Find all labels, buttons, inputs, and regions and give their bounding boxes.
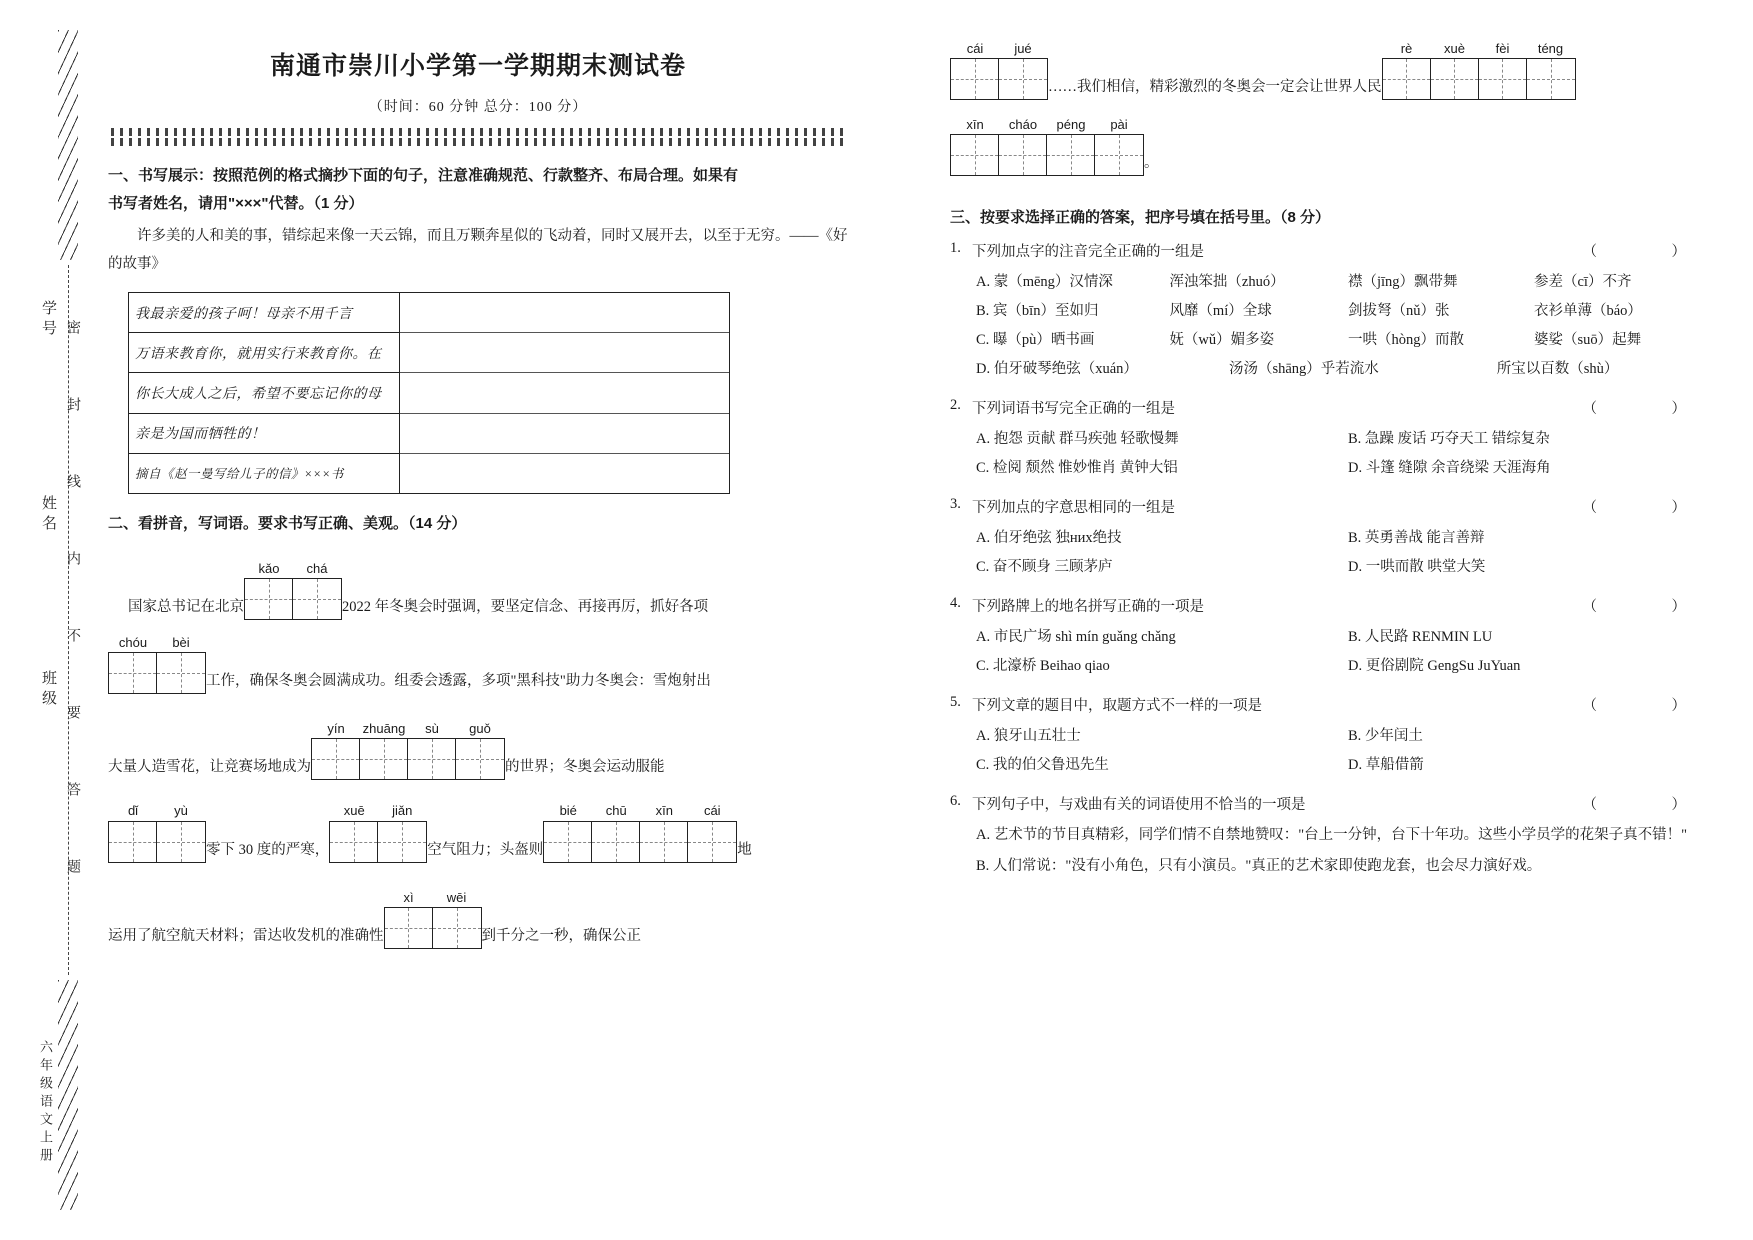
tianzige-cell[interactable] (385, 908, 433, 948)
pinyin-box-re-xue-fei-teng[interactable] (1382, 40, 1576, 100)
question-5-options (950, 722, 1720, 780)
pinyin-syllable: chū (605, 803, 627, 819)
pinyin-box-cai-jue[interactable] (950, 40, 1048, 100)
pinyin-syllable: pài (1110, 117, 1128, 133)
tianzige-cell[interactable] (330, 822, 378, 862)
tianzige-cell[interactable] (1431, 59, 1479, 99)
tianzige-cell[interactable] (951, 135, 999, 175)
s2-item-5-after: 到千分之一秒，确保公正 (481, 927, 641, 944)
tianzige-cell[interactable] (592, 822, 640, 862)
tianzige-cell[interactable] (245, 579, 293, 619)
pinyin-syllable: xīn (966, 117, 984, 133)
option-item[interactable]: D. 伯牙破琴绝弦（xuán） (976, 361, 1138, 378)
option-item[interactable]: D. 一哄而散 哄堂大笑 (1348, 559, 1486, 576)
answer-writing-pane[interactable] (400, 293, 729, 493)
pinyin-box-di-yu[interactable] (108, 802, 206, 862)
s2-item-2 (108, 634, 848, 694)
pinyin-syllable: dǐ (127, 803, 139, 819)
tianzige-cell[interactable] (999, 59, 1047, 99)
question-3-answer-blank[interactable]: （ ） (1582, 500, 1716, 517)
section2-title: 二、看拼音，写词语。要求书写正确、美观。（14 分） (108, 515, 467, 533)
tianzige-cell[interactable] (1527, 59, 1575, 99)
tianzige-cell[interactable] (999, 135, 1047, 175)
s2-item-5 (108, 889, 848, 949)
section1-title: 一、书写展示：按照范例的格式摘抄下面的句子，注意准确规范、行款整齐、布局合理。如果有 (108, 167, 739, 184)
question-1-options (950, 268, 1720, 384)
tianzige-cell[interactable] (544, 822, 592, 862)
hatch-bottom (58, 980, 78, 1210)
pinyin-syllable: yù (174, 803, 188, 819)
s2-item-7-after: 。 (1144, 155, 1159, 172)
divider-wave-2 (108, 138, 848, 146)
sample-line: 万语来教育你，就用实行来教育你。在 (129, 333, 399, 373)
pinyin-syllable: kǎo (258, 560, 280, 576)
question-6-option-b[interactable]: B. 人们常说："没有小角色，只有小演员。"真正的艺术家即使跑龙套，也会尽力演好戏。 (976, 858, 1542, 875)
sample-line: 我最亲爱的孩子呵！母亲不用千言 (129, 293, 399, 333)
option-item[interactable]: A. 市民广场 shì mín guǎng chǎng (976, 629, 1176, 646)
tianzige-cell[interactable] (109, 653, 157, 693)
s2-item-6 (950, 40, 1720, 100)
option-item[interactable]: 襟（jīng）飘带舞 (1347, 274, 1458, 291)
page-title: 南通市崇川小学第一学期期末测试卷 (269, 52, 686, 80)
pinyin-box-xue-jian[interactable] (329, 802, 427, 862)
question-4 (950, 595, 1720, 616)
option-item[interactable]: 一哄（hòng）而散 (1347, 332, 1464, 349)
answer-line[interactable] (400, 293, 729, 333)
option-row (976, 553, 1720, 582)
s2-item-6-after: ……我们相信，精彩激烈的冬奥会一定会让世界人民 (1048, 79, 1382, 96)
answer-line[interactable] (400, 454, 729, 493)
pinyin-syllable: chóu (118, 634, 148, 650)
pinyin-box-yin-zhuang-su-guo[interactable] (311, 720, 505, 780)
s2-item-4-after3: 地 (737, 841, 752, 858)
tianzige-cell[interactable] (378, 822, 426, 862)
pinyin-syllable: chá (306, 560, 328, 576)
divider-wave-1 (108, 128, 848, 136)
tianzige-cell[interactable] (1383, 59, 1431, 99)
pinyin-box-bie-chu-xin-cai[interactable] (543, 802, 737, 862)
pinyin-syllable: cháo (1008, 117, 1038, 133)
option-item[interactable]: A. 狼牙山五壮士 (976, 728, 1081, 745)
question-6-option-a[interactable]: A. 艺术节的节目真精彩，同学们情不自禁地赞叹："台上一分钟，台下十年功。这些小学员学的花架子真不错！" (976, 827, 1688, 844)
option-row (976, 297, 1720, 326)
pinyin-syllable: jiǎn (392, 803, 413, 819)
tianzige-cell[interactable] (456, 739, 504, 779)
s2-item-7 (950, 116, 1720, 176)
option-item[interactable]: 风靡（mí）全球 (1169, 303, 1272, 320)
option-item[interactable]: A. 蒙（mēng）汉情深 (976, 274, 1113, 291)
tianzige-cell[interactable] (408, 739, 456, 779)
option-item[interactable]: C. 检阅 颓然 惟妙惟肖 黄钟大铝 (976, 460, 1178, 477)
option-item[interactable]: 参差（cī）不齐 (1533, 274, 1632, 291)
s2-item-2-after: 工作，确保冬奥会圆满成功。组委会透露，多项"黑科技"助力冬奥会：雪炮射出 (206, 673, 711, 690)
option-row (976, 425, 1720, 454)
page-subtitle: （时间：60 分钟 总分：100 分） (368, 100, 588, 115)
tianzige-cell[interactable] (1095, 135, 1143, 175)
option-row (976, 454, 1720, 483)
tianzige-cell[interactable] (293, 579, 341, 619)
section1-body: 许多美的人和美的事，错综起来像一天云锦，而且万颗奔星似的飞动着，同时又展开去，以至于无穷。——《好的故事》 (108, 227, 848, 272)
question-1-answer-blank[interactable]: （ ） (1582, 244, 1716, 261)
question-2-number: 2. (950, 397, 961, 414)
option-item[interactable]: D. 草船借箭 (1348, 757, 1424, 774)
option-item[interactable]: A. 伯牙绝弦 独них绝技 (976, 530, 1122, 547)
question-3 (950, 496, 1720, 517)
question-1-number: 1. (950, 240, 961, 257)
answer-line[interactable] (400, 373, 729, 413)
pinyin-box-chou-bei[interactable] (108, 634, 206, 694)
tianzige-cell[interactable] (433, 908, 481, 948)
section1-title-line2: 书写者姓名，请用"×××"代替。（1 分） (108, 194, 364, 212)
option-item[interactable]: 浑浊笨拙（zhuó） (1169, 274, 1285, 291)
handwriting-sample-box (128, 292, 730, 494)
question-6-stem: 下列句子中，与戏曲有关的词语使用不恰当的一项是 (972, 797, 1306, 814)
tianzige-cell[interactable] (1479, 59, 1527, 99)
option-item[interactable]: C. 曝（pù）晒书画 (976, 332, 1095, 349)
pinyin-syllable: cái (703, 803, 721, 819)
seal-line-text: 密 封 线 内 不 要 答 题 (65, 320, 80, 897)
binding-label-xuehao: 学号 (40, 300, 56, 340)
tianzige-cell[interactable] (312, 739, 360, 779)
pinyin-box-kao-cha[interactable] (244, 560, 342, 620)
pinyin-syllable: wēi (446, 889, 467, 905)
question-5-number: 5. (950, 694, 961, 711)
pinyin-syllable: bèi (172, 634, 190, 650)
pinyin-syllable: bié (559, 803, 577, 819)
question-4-answer-blank[interactable]: （ ） (1582, 599, 1716, 616)
binding-label-banji: 班级 (40, 670, 56, 710)
option-item[interactable]: B. 少年闰土 (1348, 728, 1423, 745)
pinyin-syllable: xuē (343, 803, 365, 819)
option-item[interactable]: B. 人民路 RENMIN LU (1348, 629, 1493, 646)
question-6-number: 6. (950, 793, 961, 810)
option-item[interactable]: 妩（wǔ）媚多姿 (1169, 332, 1275, 349)
s2-item-4-after: 零下 30 度的严寒， (206, 841, 330, 858)
left-column (108, 28, 848, 1213)
sample-left-pane (129, 293, 400, 493)
tianzige-cell[interactable] (157, 653, 205, 693)
s2-item-4-after2: 空气阻力；头盔则 (427, 841, 544, 858)
question-5 (950, 694, 1720, 715)
pinyin-syllable: rè (1400, 41, 1413, 56)
sample-line-source: 摘自《赵一曼写给儿子的信》×××书 (135, 467, 344, 482)
question-4-options (950, 623, 1720, 681)
pinyin-syllable: fèi (1495, 41, 1510, 56)
tianzige-cell[interactable] (688, 822, 736, 862)
question-3-options (950, 524, 1720, 582)
pinyin-syllable: xì (403, 889, 414, 905)
question-2-answer-blank[interactable]: （ ） (1582, 401, 1716, 418)
s2-item-4 (108, 802, 848, 862)
option-row (976, 268, 1720, 297)
tianzige-cell[interactable] (640, 822, 688, 862)
option-row (976, 355, 1720, 384)
s2-item-1-after: 2022 年冬奥会时强调，要坚定信念、再接再厉，抓好各项 (342, 598, 709, 615)
option-item[interactable]: D. 斗篷 缝隙 余音绕梁 天涯海角 (1348, 460, 1551, 477)
tianzige-cell[interactable] (1047, 135, 1095, 175)
answer-line[interactable] (400, 414, 729, 454)
question-4-stem: 下列路牌上的地名拼写正确的一项是 (972, 599, 1204, 616)
pinyin-box-xin-chao-peng-pai[interactable] (950, 116, 1144, 176)
question-4-number: 4. (950, 595, 961, 612)
pinyin-syllable: zhuāng (362, 721, 406, 737)
pinyin-syllable: cái (966, 41, 984, 56)
s2-item-3-before: 大量人造雪花，让竞赛场地成为 (108, 759, 311, 776)
option-item[interactable]: C. 北濠桥 Beihao qiao (976, 658, 1110, 675)
question-2 (950, 397, 1720, 418)
sample-line: 你长大成人之后，希望不要忘记你的母 (129, 373, 399, 413)
question-6 (950, 793, 1720, 814)
option-item[interactable]: C. 奋不顾身 三顾茅庐 (976, 559, 1113, 576)
tianzige-cell[interactable] (951, 59, 999, 99)
pinyin-syllable: jué (1014, 41, 1032, 56)
pinyin-syllable: xuè (1444, 41, 1465, 56)
option-row (976, 623, 1720, 652)
pinyin-syllable: péng (1056, 117, 1086, 133)
tianzige-cell[interactable] (360, 739, 408, 779)
option-item[interactable]: B. 急躁 废话 巧夺天工 错综复杂 (1348, 431, 1550, 448)
option-item[interactable]: C. 我的伯父鲁迅先生 (976, 757, 1109, 774)
option-item[interactable]: B. 英勇善战 能言善辩 (1348, 530, 1485, 547)
s2-item-1 (108, 560, 848, 620)
option-item[interactable]: D. 更俗剧院 GengSu JuYuan (1348, 658, 1521, 675)
option-item[interactable]: A. 抱怨 贡献 群马疾弛 轻歌慢舞 (976, 431, 1179, 448)
sample-line: 亲是为国而牺牲的！ (129, 414, 399, 454)
s2-item-5-before: 运用了航空航天材料；雷达收发机的准确性 (108, 927, 384, 944)
option-row (976, 524, 1720, 553)
pinyin-syllable: yín (327, 721, 345, 737)
pinyin-syllable: sù (425, 721, 439, 737)
option-item[interactable]: 所宝以百数（shù） (1496, 361, 1619, 378)
binding-footer: 六年级语文上册 (38, 1040, 53, 1166)
question-5-answer-blank[interactable]: （ ） (1582, 698, 1716, 715)
option-item[interactable]: B. 宾（bīn）至如归 (976, 303, 1099, 320)
option-row (976, 326, 1720, 355)
option-item[interactable]: 衣衫单薄（báo） (1533, 303, 1642, 320)
binding-label-xingming: 姓名 (40, 495, 56, 535)
pinyin-syllable: guǒ (469, 721, 491, 737)
pinyin-syllable: téng (1537, 41, 1564, 56)
question-5-stem: 下列文章的题目中，取题方式不一样的一项是 (972, 698, 1262, 715)
option-row (976, 722, 1720, 751)
question-3-stem: 下列加点的字意思相同的一组是 (972, 500, 1175, 517)
pinyin-syllable: xīn (655, 803, 673, 819)
question-3-number: 3. (950, 496, 961, 513)
s2-item-3 (108, 720, 848, 780)
hatch-top (58, 30, 78, 260)
question-6-answer-blank[interactable]: （ ） (1582, 797, 1716, 814)
answer-line[interactable] (400, 333, 729, 373)
option-row (976, 652, 1720, 681)
option-item[interactable]: 剑拔弩（nǔ）张 (1347, 303, 1450, 320)
pinyin-box-xi-wei[interactable] (384, 889, 482, 949)
question-1-stem: 下列加点字的注音完全正确的一组是 (972, 244, 1204, 261)
tianzige-cell[interactable] (109, 822, 157, 862)
right-column (950, 40, 1720, 1220)
option-row (976, 751, 1720, 780)
tianzige-cell[interactable] (157, 822, 205, 862)
question-2-options (950, 425, 1720, 483)
question-2-stem: 下列词语书写完全正确的一组是 (972, 401, 1175, 418)
section3-title: 三、按要求选择正确的答案，把序号填在括号里。（8 分） (950, 209, 1331, 227)
question-1 (950, 240, 1720, 261)
s2-item-3-after: 的世界；冬奥会运动服能 (505, 759, 665, 776)
option-item[interactable]: 汤汤（shāng）乎若流水 (1228, 361, 1379, 378)
option-item[interactable]: 婆娑（suō）起舞 (1533, 332, 1642, 349)
s2-item-1-before: 国家总书记在北京 (128, 598, 244, 615)
